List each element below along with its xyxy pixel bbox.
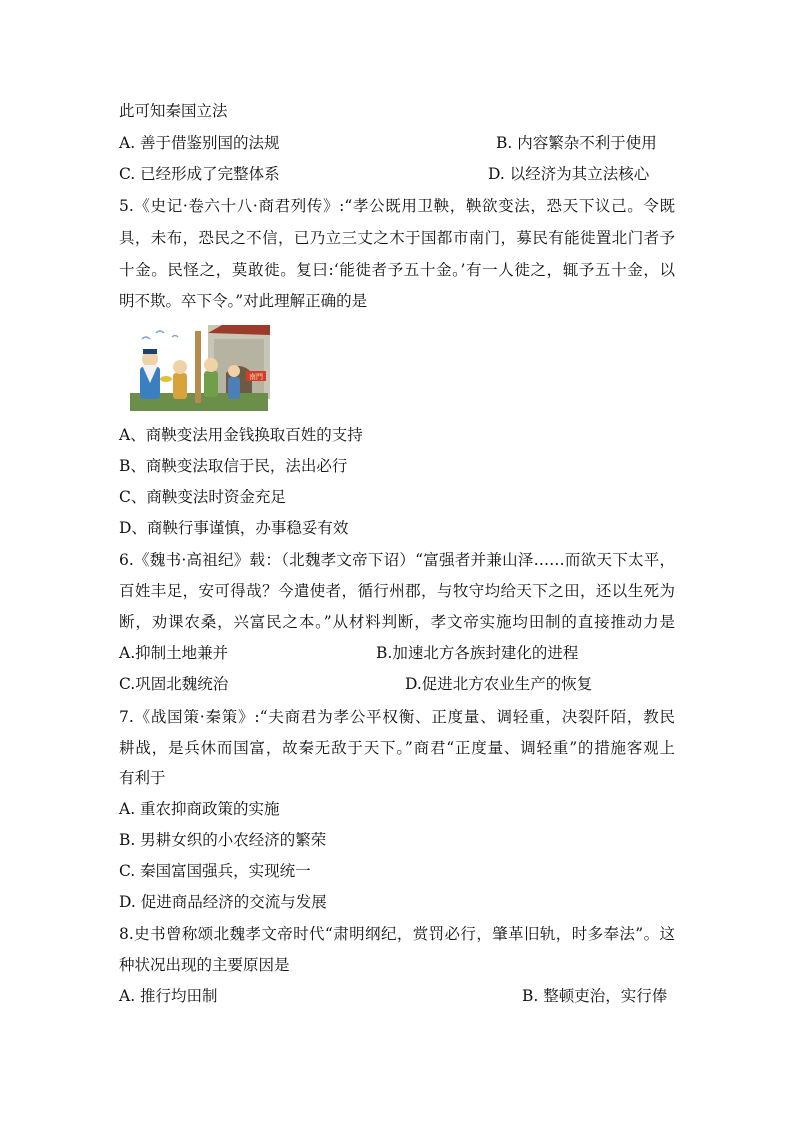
question-6-stem-line-3: 断，劝课农桑，兴富民之本。”从材料判断，孝文帝实施均田制的直接推动力是 — [119, 613, 675, 631]
question-7-option-c: C. 秦国富国强兵，实现统一 — [119, 862, 311, 880]
question-8-stem-line-2: 种状况出现的主要原因是 — [119, 956, 290, 974]
question-5-stem-line-1: 5.《史记·卷六十八·商君列传》:“孝公既用卫鞅，鞅欲变法，恐天下议己。令既 — [119, 197, 675, 215]
question-6-option-c: C.巩固北魏统治 — [119, 675, 229, 693]
question-8-stem-line-1: 8.史书曾称颂北魏孝文帝时代“肃明纲纪，赏罚必行，肇革旧轨，时多奉法”。这 — [119, 925, 675, 943]
question-4-option-a: A. 善于借鉴别国的法规 — [119, 134, 280, 152]
question-5-stem-line-2: 具，未布，恐民之不信，已乃立三丈之木于国都市南门，募民有能徙置北门者予 — [119, 229, 675, 247]
question-4-option-b: B. 内容繁杂不利于使用 — [496, 134, 657, 152]
south-gate-sign: 南門 — [249, 373, 263, 381]
question-6-stem-line-2: 百姓丰足，安可得哉？今遣使者，循行州郡，与牧守均给天下之田，还以生死为 — [119, 582, 675, 600]
question-6-option-d: D.促进北方农业生产的恢复 — [405, 675, 593, 693]
question-6-option-a: A.抑制土地兼并 — [119, 644, 229, 662]
question-8-option-b: B. 整顿吏治，实行俸 — [522, 987, 668, 1005]
question-5-option-b: B、商鞅变法取信于民，法出必行 — [119, 457, 348, 475]
question-5-option-a: A、商鞅变法用金钱换取百姓的支持 — [119, 426, 363, 444]
question-7-stem-line-2: 耕战，是兵休而国富，故秦无敌于天下。”商君“正度量、调轻重”的措施客观上 — [119, 739, 675, 757]
question-7-option-b: B. 男耕女织的小农经济的繁荣 — [119, 831, 327, 849]
question-6-stem-line-1: 6.《魏书·高祖纪》载：（北魏孝文帝下诏）“富强者并兼山泽……而欲天下太平， — [119, 551, 675, 569]
question-7-stem-line-3: 有利于 — [119, 769, 166, 787]
question-4-option-c: C. 已经形成了完整体系 — [119, 165, 280, 183]
question-5-option-c: C、商鞅变法时资金充足 — [119, 488, 286, 506]
question-6-option-b: B.加速北方各族封建化的进程 — [376, 644, 579, 662]
question-5-stem-line-4: 明不欺。卒下令。”对此理解正确的是 — [119, 292, 368, 310]
question-5-option-d: D、商鞅行事谨慎，办事稳妥有效 — [119, 519, 349, 537]
shang-yang-illustration — [128, 325, 270, 411]
question-4-stem-tail: 此可知秦国立法 — [119, 102, 228, 120]
question-7-stem-line-1: 7.《战国策·秦策》:“夫商君为孝公平权衡、正度量、调轻重，决裂阡陌，教民 — [119, 708, 675, 726]
question-8-option-a: A. 推行均田制 — [119, 987, 218, 1005]
question-5-stem-line-3: 十金。民怪之，莫敢徙。复曰:‘能徙者予五十金。’有一人徙之，辄予五十金，以 — [119, 261, 675, 279]
question-7-option-d: D. 促进商品经济的交流与发展 — [119, 893, 327, 911]
question-4-option-d: D. 以经济为其立法核心 — [488, 165, 650, 183]
question-7-option-a: A. 重农抑商政策的实施 — [119, 800, 280, 818]
